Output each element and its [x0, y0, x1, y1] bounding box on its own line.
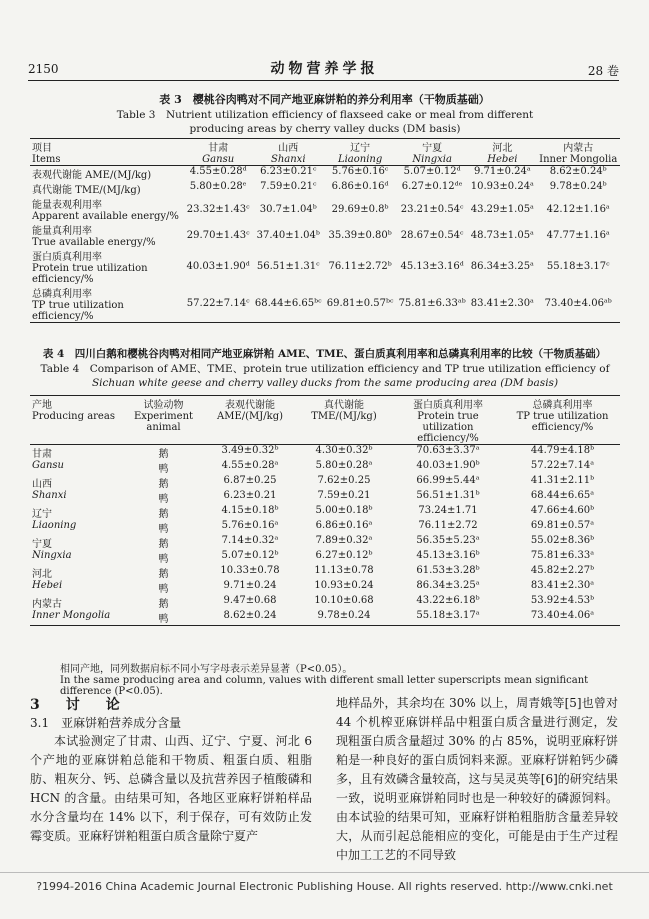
table-cell-ame: 5.07±0.12ᵇ: [221, 550, 279, 561]
table-cell-tme: 4.30±0.32ᵇ: [315, 445, 373, 456]
table-cell-pt: 56.35±5.23ᵃ: [416, 535, 480, 546]
table-row: [30, 505, 620, 520]
table-cell-tp: 73.40±4.06ᵃ: [530, 610, 595, 621]
table-cell-area: 内蒙古: [32, 599, 62, 610]
table-cell-pt: 66.99±5.44ᵃ: [416, 475, 480, 486]
table3: [30, 138, 620, 323]
table-cell-animal: 鹅: [158, 569, 169, 580]
table-row: [30, 460, 620, 475]
table-cell-ame: 4.55±0.28ᵃ: [221, 460, 279, 471]
body-right-column: 地样品外，其余均在 30% 以上，周青娥等[5]也曾对 44 个机榨亚麻饼样品中粗蛋白质含量进行测定，发现粗蛋白质含量超过 30% 的占 85%，说明亚麻籽饼粕是一种良好的蛋白质饲料来源。亚麻籽饼粕钙少磷多，且有效磷含量较高，这与吴灵英等[6]的研究结果一致，说明亚麻饼粕同时也是一种较好的磷源饲料。由本试验的结果可知，亚麻籽饼粕粗脂肪含量差异较大，从而引起总能相应的变化，可能是由于生产过程中加工工艺的不同导致: [336, 696, 618, 862]
table-cell-ame: 8.62±0.24: [223, 610, 277, 621]
volume-label: 28 卷: [587, 64, 619, 78]
table-cell-tp: 55.02±8.36ᵇ: [530, 535, 595, 546]
table-cell-tp: 68.44±6.65ᵃ: [530, 490, 595, 501]
table-cell-tme: 5.80±0.28ᵃ: [315, 460, 373, 471]
table-cell-area: 辽宁: [32, 509, 52, 520]
table-cell-tp: 45.82±2.27ᵇ: [530, 565, 595, 576]
table-cell-pt: 40.03±1.90ᵇ: [416, 460, 480, 471]
table-cell-animal: 鹅: [158, 539, 169, 550]
table4-col-area: 产地 Producing areas: [32, 400, 115, 422]
table-cell-area: Gansu: [32, 460, 64, 471]
table-cell-area: 河北: [32, 569, 52, 580]
table-cell-tp: 47.66±4.60ᵇ: [530, 505, 595, 516]
table-cell-area: 甘肃: [32, 449, 52, 460]
table-cell-tme: 9.78±0.24: [317, 610, 371, 621]
table-cell-tp: 57.22±7.14ᵃ: [530, 460, 595, 471]
table-cell-tme: 10.93±0.24: [314, 580, 374, 591]
table-row: 真代谢能 TME/(MJ/kg) 5.80±0.28ᵉ 7.59±0.21ᶜ 6.86±0.16ᵈ 6.27±0.12ᵈᵉ 10.93±0.24ᵃ 9.78±0.24ᵇ: [32, 181, 607, 196]
table-cell-animal: 鸭: [158, 554, 169, 565]
table-cell-animal: 鸭: [158, 614, 169, 625]
table-cell-tp: 75.81±6.33ᵃ: [530, 550, 595, 561]
table-cell-tme: 7.89±0.32ᵃ: [315, 535, 373, 546]
table-row: [30, 475, 620, 490]
table-cell-tp: 83.41±2.30ᵃ: [530, 580, 595, 591]
table-cell-area: Inner Mongolia: [32, 610, 111, 621]
table3-col-area: 辽宁 Liaoning: [337, 143, 383, 165]
table-cell-pt: 56.51±1.31ᵇ: [416, 490, 480, 501]
table-row: [30, 595, 620, 610]
footer-copyright: ?1994-2016 China Academic Journal Electronic Publishing House. All rights reserved. http://www.cnki.net: [36, 880, 613, 893]
table-cell-area: Shanxi: [32, 490, 67, 501]
table-cell-ame: 3.49±0.32ᵇ: [221, 445, 279, 456]
table-cell-tp: 69.81±0.57ᵃ: [530, 520, 595, 531]
table-cell-tme: 6.86±0.16ᵃ: [315, 520, 373, 531]
table4-col-protein: 蛋白质真利用率 Protein true utilization efficiency/%: [413, 400, 483, 444]
table3-col-area: 河北 Hebei: [487, 143, 518, 165]
table-cell-pt: 73.24±1.71: [418, 505, 478, 516]
table-cell-tme: 5.00±0.18ᵇ: [315, 505, 373, 516]
table-row: 总磷真利用率 TP true utilization efficiency/% 57.22±7.14ᶜ 68.44±6.65ᵇᶜ 69.81±0.57ᵇᶜ 75.81±6.33ᵃᵇ 83.41±2.30ᵃ 73.40±4.06ᵃᵇ: [30, 285, 620, 323]
page-number: 2150: [28, 62, 59, 76]
subsection-title: 3.1 亚麻饼粕营养成分含量: [30, 716, 182, 730]
table-cell-animal: 鹅: [158, 509, 169, 520]
table4-note-en: In the same producing area and column, values with different small letter superscripts mean significant difference (P<0.05).: [60, 675, 589, 697]
table4: [30, 395, 620, 626]
table3-col-area: 甘肃 Gansu: [202, 143, 235, 165]
table-cell-animal: 鸭: [158, 464, 169, 475]
table-cell-ame: 9.71±0.24: [223, 580, 277, 591]
table-cell-area: Ningxia: [32, 550, 72, 561]
table-row: [30, 550, 620, 565]
table-cell-tme: 11.13±0.78: [314, 565, 374, 576]
table-row: [30, 565, 620, 580]
table3-col-area: 内蒙古 Inner Mongolia: [539, 143, 618, 165]
table4-caption-zh: 表 4 四川白鹅和樱桃谷肉鸭对相同产地亚麻饼粕 AME、TME、蛋白质真利用率和总磷真利用率的比较（干物质基础）: [42, 348, 607, 360]
table-cell-ame: 4.15±0.18ᵇ: [221, 505, 279, 516]
table-cell-pt: 70.63±3.37ᵃ: [416, 445, 480, 456]
table3-col-area: 山西 Shanxi: [270, 143, 306, 165]
table-cell-area: Liaoning: [32, 520, 77, 531]
table3-caption-zh: 表 3 樱桃谷肉鸭对不同产地亚麻饼粕的养分利用率（干物质基础）: [159, 93, 490, 106]
table-row: 表观代谢能 AME/(MJ/kg) 4.55±0.28ᵈ 6.23±0.21ᶜ 5.76±0.16ᶜ 5.07±0.12ᵈ 9.71±0.24ᵃ 8.62±0.24ᵇ: [30, 166, 620, 182]
table-cell-tme: 6.27±0.12ᵇ: [315, 550, 373, 561]
table4-col-tme: 真代谢能 TME/(MJ/kg): [311, 400, 377, 422]
table-cell-animal: 鸭: [158, 494, 169, 505]
table-cell-ame: 7.14±0.32ᵃ: [221, 535, 279, 546]
table-cell-animal: 鹅: [158, 449, 169, 460]
table-cell-ame: 5.76±0.16ᵃ: [221, 520, 279, 531]
table-row: 能量表观利用率 Apparent available energy/% 23.32±1.43ᶜ 30.7±1.04ᵇ 29.69±0.8ᵇ 23.21±0.54ᶜ 43.29±1.05ᵃ 42.12±1.16ᵃ: [32, 200, 610, 222]
footer-rule: [0, 872, 649, 873]
table4-col-ame: 表观代谢能 AME/(MJ/kg): [216, 400, 283, 422]
table3-col-area: 宁夏 Ningxia: [412, 143, 452, 165]
table-cell-animal: 鸭: [158, 584, 169, 595]
table-cell-area: 宁夏: [32, 539, 52, 550]
table-cell-ame: 9.47±0.68: [223, 595, 277, 606]
table-cell-pt: 43.22±6.18ᵇ: [416, 595, 480, 606]
table-cell-pt: 76.11±2.72: [418, 520, 478, 531]
table-row: 能量真利用率 True available energy/% 29.70±1.43ᶜ 37.40±1.04ᵇ 35.39±0.80ᵇ 28.67±0.54ᶜ 48.73±1.05ᵃ 47.77±1.16ᵃ: [32, 226, 610, 248]
table4-note-zh: 相同产地，同列数据肩标不同小写字母表示差异显著（P<0.05）。: [60, 664, 353, 675]
section-title: 3 讨 论: [30, 697, 126, 713]
table-cell-tme: 10.10±0.68: [314, 595, 374, 606]
table-cell-pt: 61.53±3.28ᵇ: [416, 565, 480, 576]
table-row: [30, 490, 620, 505]
table-cell-animal: 鹅: [158, 599, 169, 610]
table-row: [30, 445, 620, 461]
table-cell-tp: 44.79±4.18ᵇ: [530, 445, 595, 456]
body-left-column: 本试验测定了甘肃、山西、辽宁、宁夏、河北 6 个产地的亚麻饼粕总能和干物质、粗蛋白质、粗脂肪、粗灰分、钙、总磷含量以及抗营养因子植酸磷和 HCN 的含量。由结果可知，各地区亚麻籽饼粕样品水分含量均在 14% 以下，利于保存，可有效防止发霉变质。亚麻籽饼粕粗蛋白质含量除宁夏产: [30, 734, 312, 843]
table-row: [30, 610, 620, 626]
header-rule: [28, 80, 619, 81]
table-cell-area: Hebei: [32, 580, 63, 591]
table-cell-animal: 鹅: [158, 479, 169, 490]
table-row: [30, 535, 620, 550]
table-cell-ame: 6.87±0.25: [223, 475, 277, 486]
table-cell-pt: 55.18±3.17ᵃ: [416, 610, 480, 621]
table-cell-tme: 7.59±0.21: [317, 490, 371, 501]
table-row: [30, 520, 620, 535]
table4-col-animal: 试验动物 Experiment animal: [133, 400, 194, 433]
table4-col-tp: 总磷真利用率 TP true utilization efficiency/%: [516, 400, 609, 433]
table3-col-item: 项目 Items: [32, 143, 61, 165]
journal-title: 动物营养学报: [270, 61, 379, 77]
table-cell-ame: 10.33±0.78: [220, 565, 280, 576]
table-cell-pt: 86.34±3.25ᵃ: [416, 580, 480, 591]
table-cell-animal: 鸭: [158, 524, 169, 535]
table-cell-tp: 41.31±2.11ᵇ: [530, 475, 595, 486]
table-cell-area: 山西: [32, 479, 52, 490]
table3-caption-en: Table 3 Nutrient utilization efficiency of flaxseed cake or meal from different producing areas by cherry valley ducks (DM basis): [116, 109, 534, 135]
table-cell-tp: 53.92±4.53ᵇ: [530, 595, 595, 606]
table-cell-pt: 45.13±3.16ᵇ: [416, 550, 480, 561]
table-cell-ame: 6.23±0.21: [223, 490, 277, 501]
table-row: 蛋白质真利用率 Protein true utilization efficiency/% 40.03±1.90ᵈ 56.51±1.31ᶜ 76.11±2.72ᵇ 45.13±3.16ᵈ 86.34±3.25ᵃ 55.18±3.17ᶜ: [32, 252, 610, 285]
table4-caption-en: Table 4 Comparison of AME、TME、protein true utilization efficiency and TP true utilization efficiency of Sichuan white geese and cherry valley ducks from the same producing area (DM basis): [40, 363, 610, 389]
table-cell-tme: 7.62±0.25: [317, 475, 371, 486]
table-row: [30, 580, 620, 595]
